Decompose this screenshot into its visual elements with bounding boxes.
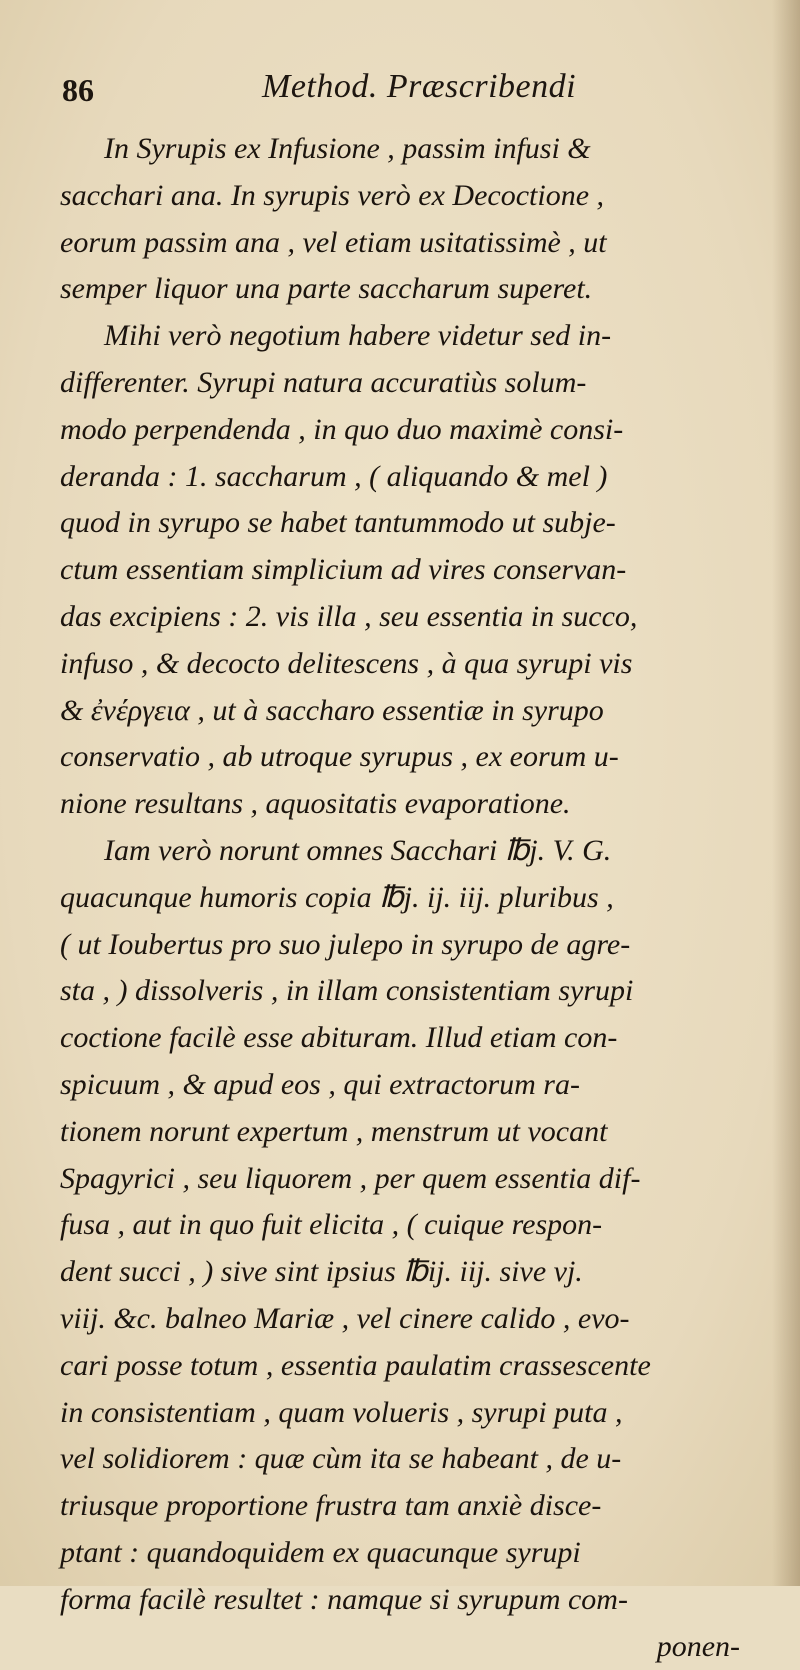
text-line: fusa , aut in quo fuit elicita , ( cuique respon- (60, 1202, 748, 1249)
text-line: modo perpendenda , in quo duo maximè consi- (60, 407, 748, 454)
text-line: Spagyrici , seu liquorem , per quem essentia dif- (60, 1156, 748, 1203)
text-line: nione resultans , aquositatis evaporatione. (60, 781, 748, 828)
text-line: eorum passim ana , vel etiam usitatissimè , ut (60, 220, 748, 267)
text-line: forma facilè resultet : namque si syrupum com- (60, 1577, 748, 1624)
text-line: das excipiens : 2. vis illa , seu essentia in succo, (60, 594, 748, 641)
text-line: triusque proportione frustra tam anxiè disce- (60, 1483, 748, 1530)
body-text (60, 126, 748, 1670)
catchword: ponen- (60, 1624, 748, 1670)
text-line: Iam verò norunt omnes Sacchari ℔j. V. G. (60, 828, 748, 875)
page-number: 86 (62, 72, 94, 109)
text-line: & ἐνέργεια , ut à saccharo essentiæ in syrupo (60, 688, 748, 735)
text-line: viij. &c. balneo Mariæ , vel cinere calido , evo- (60, 1296, 748, 1343)
text-line: ( ut Ioubertus pro suo julepo in syrupo de agre- (60, 922, 748, 969)
text-line: spicuum , & apud eos , qui extractorum ra- (60, 1062, 748, 1109)
text-line: In Syrupis ex Infusione , passim infusi & (60, 126, 748, 173)
text-line: sacchari ana. In syrupis verò ex Decoctione , (60, 173, 748, 220)
text-line: infuso , & decocto delitescens , à qua syrupi vis (60, 641, 748, 688)
text-line: quacunque humoris copia ℔j. ij. iij. pluribus , (60, 875, 748, 922)
text-line: differenter. Syrupi natura accuratiùs solum- (60, 360, 748, 407)
text-line: dent succi , ) sive sint ipsius ℔ij. iij. sive vj. (60, 1249, 748, 1296)
text-line: ptant : quandoquidem ex quacunque syrupi (60, 1530, 748, 1577)
text-line: conservatio , ab utroque syrupus , ex eorum u- (60, 734, 748, 781)
text-line: in consistentiam , quam volueris , syrupi puta , (60, 1390, 748, 1437)
text-line: vel solidiorem : quæ cùm ita se habeant , de u- (60, 1436, 748, 1483)
text-line: deranda : 1. saccharum , ( aliquando & mel ) (60, 454, 748, 501)
text-line: cari posse totum , essentia paulatim crassescente (60, 1343, 748, 1390)
text-line: sta , ) dissolveris , in illam consistentiam syrupi (60, 968, 748, 1015)
text-line: quod in syrupo se habet tantummodo ut subje- (60, 500, 748, 547)
page-header (62, 68, 742, 122)
text-line: tionem norunt expertum , menstrum ut vocant (60, 1109, 748, 1156)
text-line: semper liquor una parte saccharum superet. (60, 266, 748, 313)
text-line: ctum essentiam simplicium ad vires conservan- (60, 547, 748, 594)
running-title: Method. Præscribendi (262, 68, 576, 106)
text-line: Mihi verò negotium habere videtur sed in- (60, 313, 748, 360)
text-line: coctione facilè esse abituram. Illud etiam con- (60, 1015, 748, 1062)
